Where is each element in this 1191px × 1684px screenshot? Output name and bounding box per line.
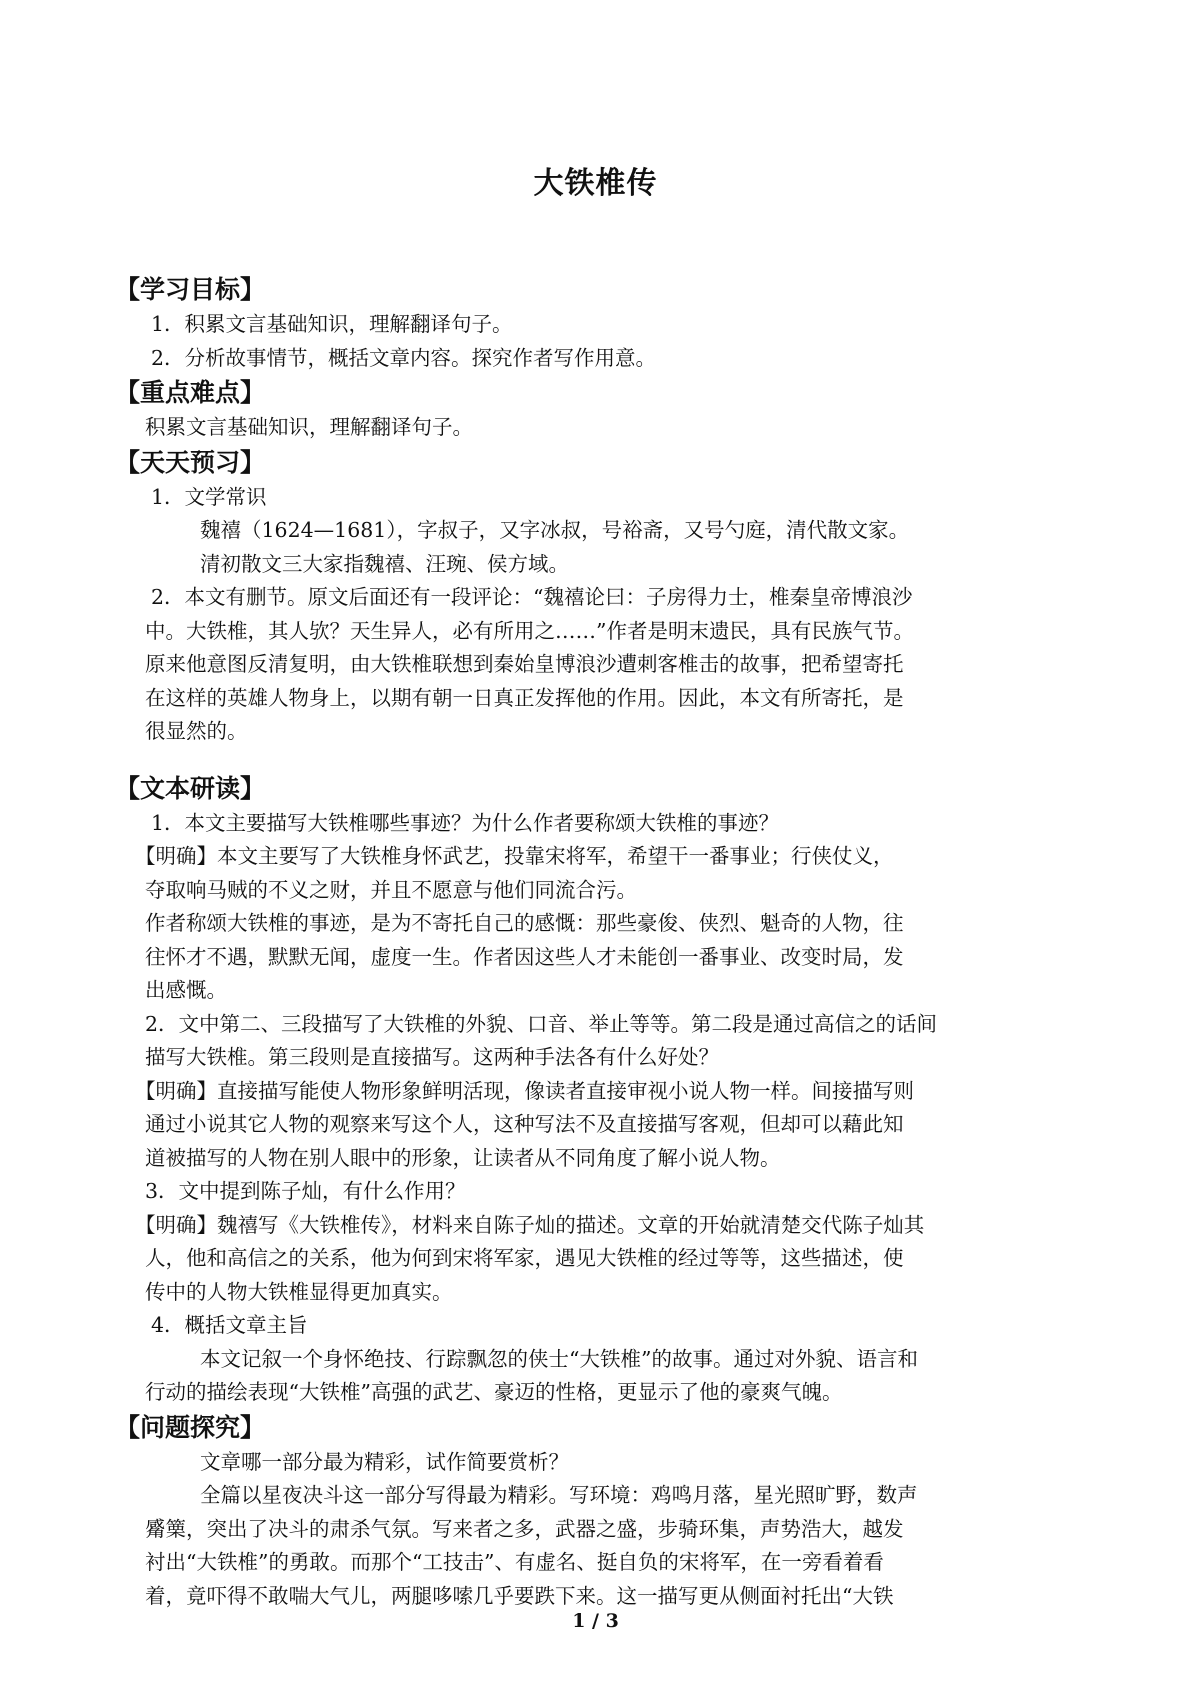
paragraph-line: 2．分析故事情节，概括文章内容。探究作者写作用意。 <box>151 345 657 370</box>
section-heading-inquiry: 【问题探究】 <box>115 1412 266 1442</box>
paragraph-line: 【明确】直接描写能使人物形象鲜明活现，像读者直接审视小说人物一样。间接描写则 <box>135 1078 914 1103</box>
paragraph-line: 本文记叙一个身怀绝技、行踪飘忽的侠士“大铁椎”的故事。通过对外貌、语言和 <box>200 1346 918 1371</box>
paragraph-line: 2．文中第二、三段描写了大铁椎的外貌、口音、举止等等。第二段是通过高信之的话间 <box>145 1011 938 1036</box>
paragraph-line: 在这样的英雄人物身上，以期有朝一日真正发挥他的作用。因此，本文有所寄托，是 <box>145 685 904 710</box>
paragraph-line: 全篇以星夜决斗这一部分写得最为精彩。写环境：鸡鸣月落，星光照旷野，数声 <box>200 1483 918 1507</box>
section-heading-goals: 【学习目标】 <box>115 275 266 304</box>
document-body <box>117 272 1057 1613</box>
paragraph-line: 通过小说其它人物的观察来写这个人，这种写法不及直接描写客观，但却可以藉此知 <box>145 1112 904 1136</box>
paragraph-line: 2．本文有删节。原文后面还有一段评论：“魏禧论曰：子房得力士，椎秦皇帝博浪沙 <box>151 585 913 609</box>
paragraph-line: 衬出“大铁椎”的勇敢。而那个“工技击”、有虚名、挺自负的宋将军，在一旁看着看 <box>145 1550 884 1574</box>
paragraph-line: 1．文学常识 <box>151 484 267 509</box>
paragraph-line: 觱篥，突出了决斗的肃杀气氛。写来者之多，武器之盛，步骑环集，声势浩大，越发 <box>145 1516 904 1541</box>
paragraph-line: 着，竟吓得不敢喘大气儿，两腿哆嗦几乎要跌下来。这一描写更从侧面衬托出“大铁 <box>145 1583 894 1608</box>
paragraph-line: 清初散文三大家指魏禧、汪琬、侯方域。 <box>200 551 569 576</box>
paragraph-line: 作者称颂大铁椎的事迹，是为不寄托自己的感慨：那些豪俊、侠烈、魁奇的人物，往 <box>145 911 904 935</box>
paragraph-line: 道被描写的人物在别人眼中的形象，让读者从不同角度了解小说人物。 <box>145 1145 781 1170</box>
paragraph-line: 原来他意图反清复明，由大铁椎联想到秦始皇博浪沙遭刺客椎击的故事，把希望寄托 <box>145 652 904 676</box>
section-heading-reading: 【文本研读】 <box>115 773 266 803</box>
paragraph-line: 传中的人物大铁椎显得更加真实。 <box>145 1279 453 1304</box>
section-heading-key-points: 【重点难点】 <box>115 378 266 407</box>
paragraph-line: 中。大铁椎，其人欤？天生异人，必有所用之……”作者是明末遗民，具有民族气节。 <box>145 618 914 643</box>
document-title: 大铁椎传 <box>533 166 658 201</box>
paragraph-line: 夺取响马贼的不义之财，并且不愿意与他们同流合污。 <box>145 877 637 902</box>
paragraph-line: 描写大铁椎。第三段则是直接描写。这两种手法各有什么好处？ <box>145 1045 719 1069</box>
paragraph-line: 【明确】魏禧写《大铁椎传》，材料来自陈子灿的描述。文章的开始就清楚交代陈子灿其 <box>135 1212 925 1237</box>
paragraph-line: 1．积累文言基础知识，理解翻译句子。 <box>151 312 513 336</box>
paragraph-line: 3．文中提到陈子灿，有什么作用？ <box>145 1179 466 1203</box>
paragraph-line: 魏禧（1624—1681），字叔子，又字冰叔，号裕斋，又号勺庭，清代散文家。 <box>200 518 910 542</box>
paragraph-line: 【明确】本文主要写了大铁椎身怀武艺，投靠宋将军，希望干一番事业；行侠仗义， <box>135 844 894 868</box>
section-spacer <box>117 749 1057 771</box>
paragraph-line: 积累文言基础知识，理解翻译句子。 <box>145 415 473 439</box>
paragraph-line: 很显然的。 <box>145 719 248 743</box>
paragraph-line: 1．本文主要描写大铁椎哪些事迹？为什么作者要称颂大铁椎的事迹？ <box>151 810 780 835</box>
paragraph-line: 行动的描绘表现“大铁椎”高强的武艺、豪迈的性格，更显示了他的豪爽气魄。 <box>145 1380 843 1404</box>
page-number: 1 / 3 <box>572 1610 619 1632</box>
paragraph-line: 出感慨。 <box>145 978 227 1002</box>
paragraph-line: 4．概括文章主旨 <box>151 1313 308 1337</box>
section-heading-preview: 【天天预习】 <box>115 447 266 477</box>
paragraph-line: 往怀才不遇，默默无闻，虚度一生。作者因这些人才未能创一番事业、改变时局，发 <box>145 944 904 969</box>
paragraph-line: 人，他和高信之的关系，他为何到宋将军家，遇见大铁椎的经过等等，这些描述，使 <box>145 1246 904 1270</box>
paragraph-line: 文章哪一部分最为精彩，试作简要赏析？ <box>200 1449 569 1474</box>
